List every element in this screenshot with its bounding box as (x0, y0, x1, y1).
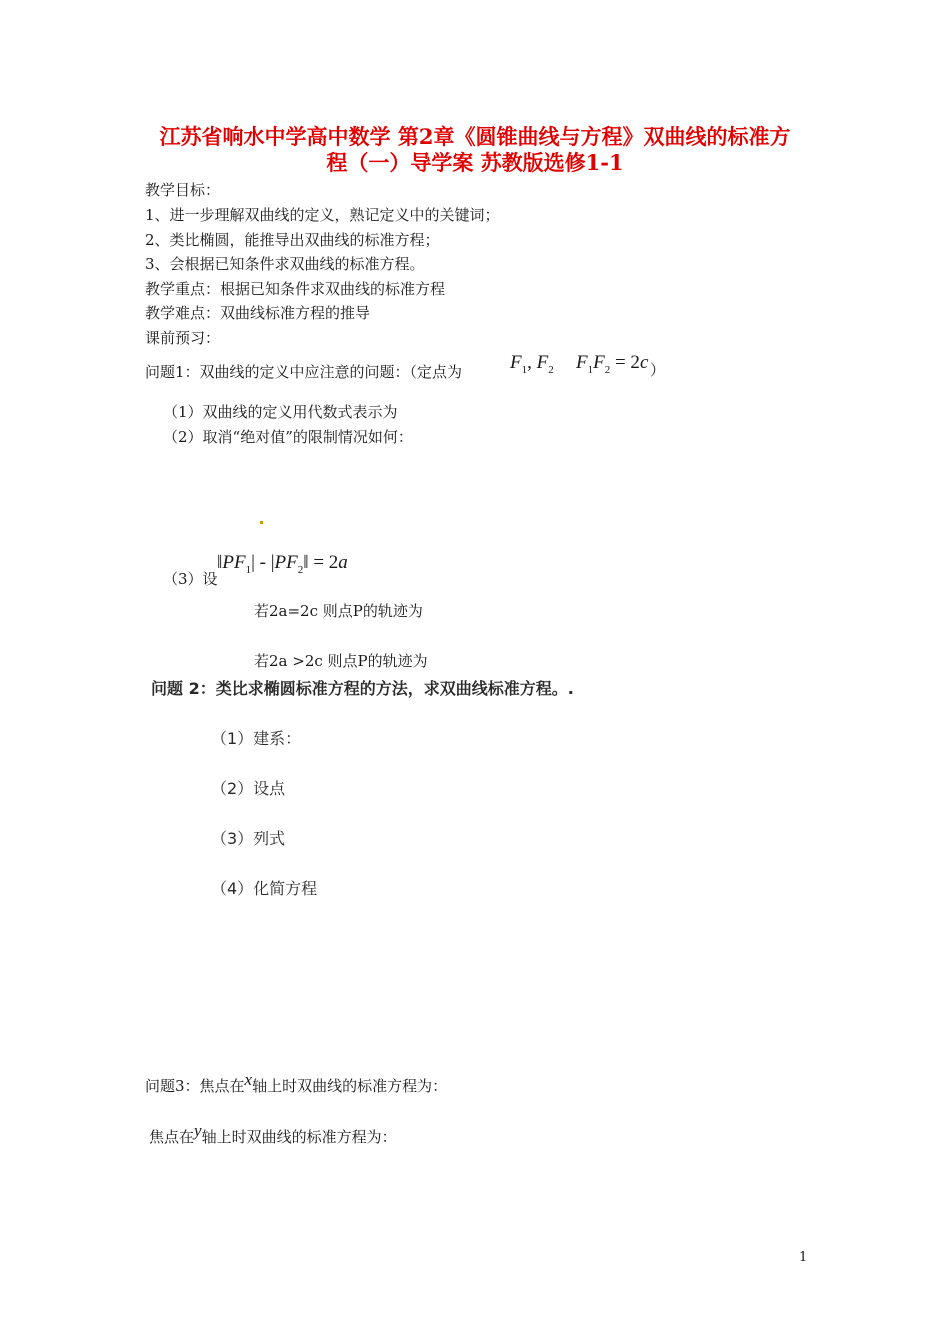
focal-distance-formula: $F_1F_2 = 2c$ (576, 352, 649, 376)
objective-item-3: 3、会根据已知条件求双曲线的标准方程。 (145, 255, 425, 273)
question-2-text: 问题 2：类比求椭圆标准方程的方法，求双曲线标准方程。. (151, 679, 574, 698)
document-title-line-2: 程（一）导学案 苏教版选修1-1 (326, 150, 624, 175)
question-3 (145, 1070, 448, 1096)
question-1-sub-3-prefix: （3）设 (163, 570, 218, 588)
stray-dot (260, 521, 263, 524)
objective-item-1: 1、进一步理解双曲线的定义，熟记定义中的关键词； (145, 206, 500, 224)
question-2-step-2: （2）设点 (211, 779, 286, 798)
question-1-text: 问题1：双曲线的定义中应注意的问题：（定点为 (145, 363, 463, 381)
focus-points-formula: $F_1$, $F_2$ (510, 352, 554, 376)
y-variable: y (194, 1121, 202, 1140)
question-2-step-4: （4）化简方程 (211, 879, 318, 898)
question-3-suffix: 轴上时双曲线的标准方程为： (252, 1077, 448, 1095)
page-number: 1 (799, 1250, 808, 1265)
objective-item-2: 2、类比椭圆，能推导出双曲线的标准方程； (145, 231, 440, 249)
question-3-prefix: 问题3：焦点在 (145, 1077, 245, 1095)
difficulty: 教学难点：双曲线标准方程的推导 (145, 304, 371, 322)
key-point: 教学重点：根据已知条件求双曲线的标准方程 (145, 280, 446, 298)
question-1-sub-2: （2）取消“绝对值”的限制情况如何： (163, 428, 413, 446)
question-4-suffix: 轴上时双曲线的标准方程为： (201, 1128, 397, 1146)
question-2-step-1: （1）建系： (211, 729, 302, 748)
document-title-line-1: 江苏省响水中学高中数学 第2章《圆锥曲线与方程》双曲线的标准方 (159, 124, 791, 149)
question-1-close: ） (650, 361, 666, 379)
x-variable: x (244, 1070, 253, 1089)
case-equal: 若2a=2c 则点P的轨迹为 (254, 602, 423, 620)
objectives-heading: 教学目标： (145, 181, 221, 199)
question-4-prefix: 焦点在 (149, 1128, 195, 1146)
question-1-sub-1: （1）双曲线的定义用代数式表示为 (163, 403, 398, 421)
question-4 (149, 1121, 397, 1147)
case-greater: 若2a >2c 则点P的轨迹为 (254, 652, 428, 670)
preview-heading: 课前预习： (145, 329, 221, 347)
question-2-step-3: （3）列式 (211, 829, 286, 848)
distance-difference-formula: $‖PF_1|$ - $|PF_2‖ = 2a$ (217, 552, 348, 576)
